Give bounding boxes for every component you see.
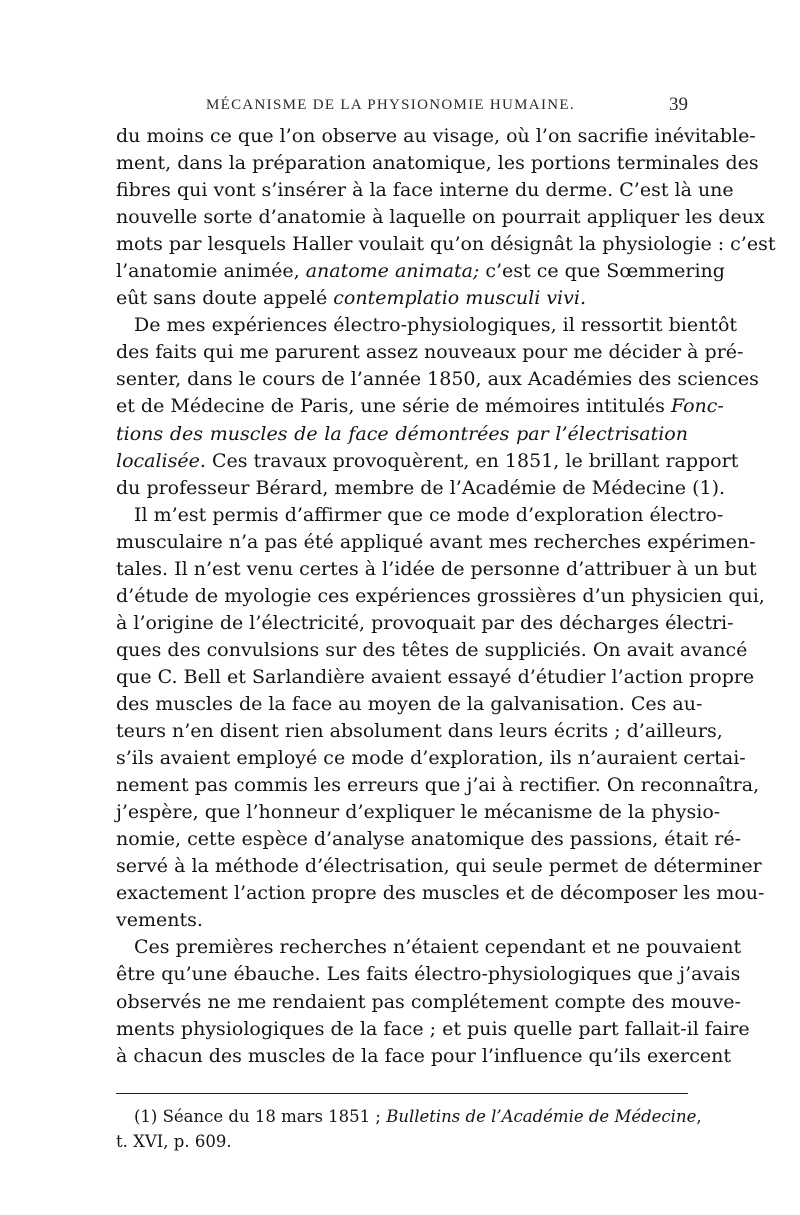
text-line: j’espère, que l’honneur d’expliquer le mécanisme de la physio- xyxy=(116,801,721,824)
text-line: teurs n’en disent rien absolument dans leurs écrits ; d’ailleurs, xyxy=(116,720,723,743)
footnote-rule xyxy=(116,1093,688,1094)
footnotes xyxy=(116,1104,702,1154)
text-line: l’anatomie animée, anatome animata; c’est ce que Sœmmering xyxy=(116,260,725,283)
text-line: à l’origine de l’électricité, provoquait par des décharges électri- xyxy=(116,611,734,634)
text-line: d’étude de myologie ces expériences grossières d’un physicien qui, xyxy=(116,584,765,607)
text-line: Ces premières recherches n’étaient cependant et ne pouvaient xyxy=(134,936,742,959)
text-line: des muscles de la face au moyen de la galvanisation. Ces au- xyxy=(116,692,703,715)
text-line: observés ne me rendaient pas complétement compte des mouve- xyxy=(116,990,741,1013)
text-line: et de Médecine de Paris, une série de mémoires intitulés Fonc- xyxy=(116,395,724,418)
text-line: localisée. Ces travaux provoquèrent, en 1851, le brillant rapport xyxy=(116,449,739,472)
text-line: à chacun des muscles de la face pour l’influence qu’ils exercent xyxy=(116,1044,731,1067)
page-number: 39 xyxy=(669,94,688,115)
text-line: exactement l’action propre des muscles et de décomposer les mou- xyxy=(116,882,765,905)
text-line: servé à la méthode d’électrisation, qui seule permet de déterminer xyxy=(116,855,762,878)
text-line: De mes expériences électro-physiologiques, il ressortit bientôt xyxy=(134,314,738,337)
text-line: ment, dans la préparation anatomique, les portions terminales des xyxy=(116,152,759,175)
text-line: Il m’est permis d’affirmer que ce mode d’exploration électro- xyxy=(134,503,724,526)
text-line: nomie, cette espèce d’analyse anatomique des passions, était ré- xyxy=(116,828,742,851)
text-line: nouvelle sorte d’anatomie à laquelle on pourrait appliquer les deux xyxy=(116,206,765,229)
text-line: mots par lesquels Haller voulait qu’on désignât la physiologie : c’est xyxy=(116,233,776,256)
text-line: senter, dans le cours de l’année 1850, aux Académies des sciences xyxy=(116,368,759,391)
text-line: que C. Bell et Sarlandière avaient essayé d’étudier l’action propre xyxy=(116,665,755,688)
text-line: du moins ce que l’on observe au visage, où l’on sacrifie inévitable- xyxy=(116,125,756,147)
text-line: être qu’une ébauche. Les faits électro-physiologiques que j’avais xyxy=(116,963,741,986)
text-line: fibres qui vont s’insérer à la face interne du derme. C’est là une xyxy=(116,179,734,202)
text-line: vements. xyxy=(116,909,203,932)
text-line: nement pas commis les erreurs que j’ai à rectifier. On reconnaîtra, xyxy=(116,774,760,797)
text-line: ments physiologiques de la face ; et puis quelle part fallait-il faire xyxy=(116,1017,750,1040)
text-line: des faits qui me parurent assez nouveaux pour me décider à pré- xyxy=(116,341,744,364)
footnote-line: (1) Séance du 18 mars 1851 ; Bulletins de l’Académie de Médecine, xyxy=(134,1107,702,1126)
text-line: tales. Il n’est venu certes à l’idée de personne d’attribuer à un but xyxy=(116,557,757,580)
text-line: tions des muscles de la face démontrées par l’électrisation xyxy=(116,422,688,445)
text-line: eût sans doute appelé contemplatio musculi vivi. xyxy=(116,287,586,310)
running-title: MÉCANISME DE LA PHYSIONOMIE HUMAINE. xyxy=(206,97,575,113)
text-line: ques des convulsions sur des têtes de suppliciés. On avait avancé xyxy=(116,638,748,661)
text-line: du professeur Bérard, membre de l’Académie de Médecine (1). xyxy=(116,476,726,499)
running-head xyxy=(116,94,688,119)
text-line: musculaire n’a pas été appliqué avant mes recherches expérimen- xyxy=(116,530,756,553)
body-text xyxy=(116,123,776,1070)
text-line: s’ils avaient employé ce mode d’exploration, ils n’auraient certai- xyxy=(116,747,746,770)
footnote-line: t. XVI, p. 609. xyxy=(116,1132,232,1151)
